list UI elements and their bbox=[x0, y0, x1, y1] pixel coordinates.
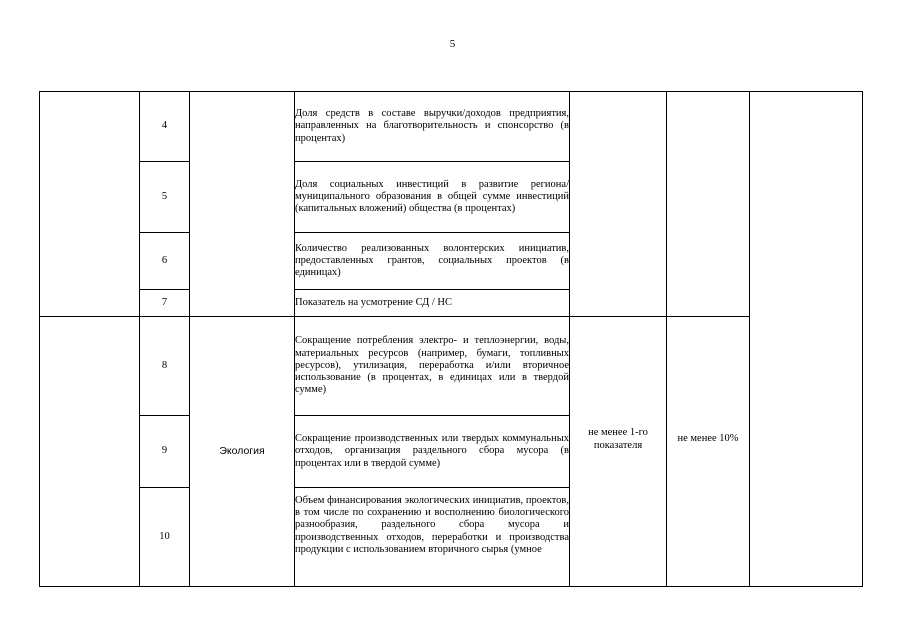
indicator-description: Количество реализованных волонтерских инициатив, предоставленных грантов, социальных проектов (в единицах) bbox=[295, 233, 570, 290]
indicator-description: Сокращение потребления электро- и теплоэнергии, воды, материальных ресурсов (например, бумаги, топливных ресурсов), утилизация, переработка и/или вторичное использование (в процентах, в единицах или в твердой сумме) bbox=[295, 317, 570, 416]
table-row bbox=[40, 317, 863, 416]
table-row bbox=[40, 92, 863, 162]
row-number: 8 bbox=[140, 317, 190, 416]
indicator-description: Объем финансирования экологических инициатив, проектов, в том числе по сохранению и восполнению биологического разнообразия, раздельного сбора мусора и производственных отходов, переработки и производства продукции с использованием вторичного сырья (умное bbox=[295, 495, 569, 555]
indicator-description-cell bbox=[295, 488, 570, 587]
threshold-indicator-cell bbox=[570, 317, 667, 587]
indicator-description: Доля социальных инвестиций в развитие региона/муниципального образования в общей сумме инвестиций (капитальных вложений) общества (в процентах) bbox=[295, 162, 570, 233]
notes-cell bbox=[750, 92, 863, 587]
row-number: 10 bbox=[140, 488, 190, 587]
row-number: 9 bbox=[140, 416, 190, 488]
threshold-percent: не менее 10% bbox=[677, 433, 739, 445]
criteria-cell bbox=[570, 92, 667, 317]
indicator-description: Показатель на усмотрение СД / НС bbox=[295, 290, 570, 317]
weight-cell bbox=[667, 92, 750, 317]
blank-cell bbox=[40, 317, 140, 587]
row-number: 5 bbox=[140, 162, 190, 233]
row-number: 7 bbox=[140, 290, 190, 317]
group-cell bbox=[190, 92, 295, 317]
indicator-description: Сокращение производственных или твердых коммунальных отходов, организация раздельного сбора мусора (в процентах или в твердой сумме) bbox=[295, 416, 570, 488]
row-number: 4 bbox=[140, 92, 190, 162]
indicators-table bbox=[39, 91, 863, 587]
page-number: 5 bbox=[449, 38, 456, 50]
row-number: 6 bbox=[140, 233, 190, 290]
ecology-group-label: Экология bbox=[190, 317, 295, 587]
threshold-indicator: не менее 1-го показателя bbox=[588, 427, 648, 451]
blank-cell bbox=[40, 92, 140, 317]
indicator-description: Доля средств в составе выручки/доходов предприятия, направленных на благотворительность и спонсорство (в процентах) bbox=[295, 92, 570, 162]
threshold-percent-cell bbox=[667, 317, 750, 587]
